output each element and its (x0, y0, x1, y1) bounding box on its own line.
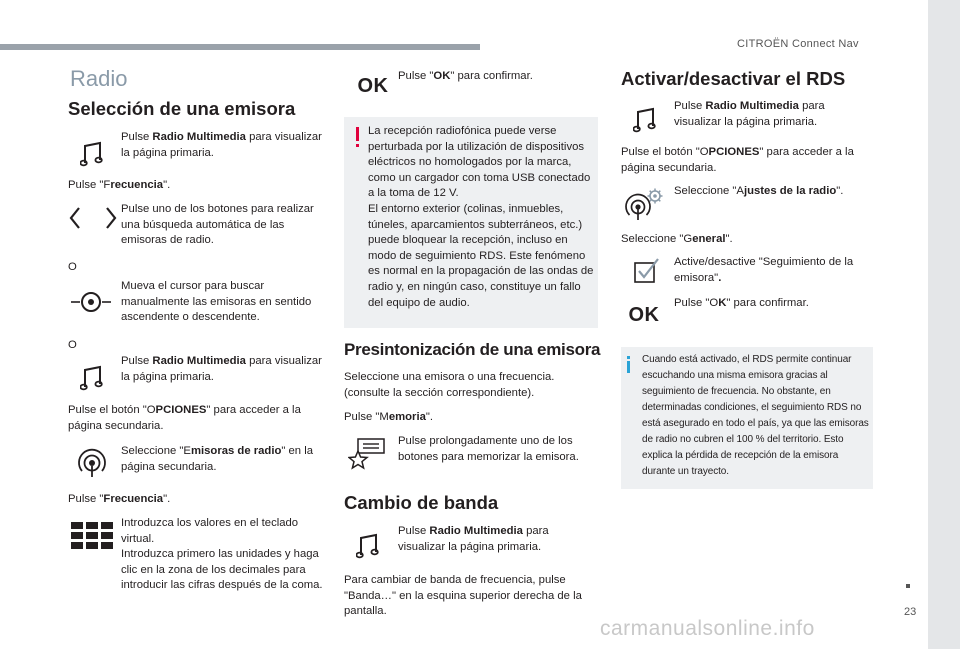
text-ajustes-radio: Seleccione "Ajustes de la radio". (674, 185, 844, 197)
ok-icon: OK (357, 74, 389, 97)
star-memory-icon (348, 437, 386, 471)
text-keyboard: Introduzca los valores en el teclado virtual. Introduzca primero las unidades y haga clic en la zona de los decimales para introducir las cifras después de la coma. (121, 517, 323, 592)
warning-box (344, 117, 598, 328)
watermark: carmanualsonline.info (600, 617, 815, 640)
music-note-icon (352, 530, 384, 562)
header-rule (0, 44, 480, 50)
radio-settings-icon (623, 187, 665, 221)
text-manual-search: Mueva el cursor para buscar manualmente las emisoras en sentido ascendente o descendente. (121, 280, 312, 324)
info-icon-dot (627, 356, 630, 359)
text-frecuencia-1: Pulse "Frecuencia". (68, 179, 171, 191)
text-opciones-1: Pulse el botón "OPCIONES" para acceder a la página secundaria. (68, 404, 301, 432)
music-note-icon (76, 138, 108, 170)
text-radio-multimedia-4: Pulse Radio Multimedia para visualizar la página primaria. (674, 100, 825, 128)
heading-preset: Presintonización de una emisora (344, 340, 601, 359)
text-ok-confirm-2: Pulse "OK" para confirmar. (674, 297, 809, 309)
radio-broadcast-icon (76, 447, 108, 479)
music-note-icon (76, 362, 108, 394)
text-radio-multimedia-2: Pulse Radio Multimedia para visualizar la página primaria. (121, 355, 322, 383)
text-general: Seleccione "General". (621, 233, 733, 245)
text-emisoras-de-radio: Seleccione "Emisoras de radio" en la página secundaria. (121, 445, 314, 473)
ok-icon: OK (628, 303, 660, 326)
text-ok-confirm-1: Pulse "OK" para confirmar. (398, 70, 533, 82)
text-frecuencia-2: Pulse "Frecuencia". (68, 493, 171, 505)
info-box (621, 347, 873, 489)
chevron-left-right-icon (68, 205, 118, 231)
warning-text: La recepción radiofónica puede verse perturbada por la utilización de dispositivos eléctricos no homologados por la marca, como un cargador con toma USB conectado a la toma de 12 V. El entorno exterior (colinas, inmuebles, túneles, aparcamientos subterráneos, etc.) puede bloquear la recepción, incluso en modo de seguimiento RDS. Este fenómeno es normal en la propagación de las ondas de radio y, en ningún caso, constituye un fallo del equipo de audio. (368, 125, 594, 309)
info-icon (627, 361, 630, 373)
end-of-section-mark (906, 584, 910, 588)
text-select-station: Seleccione una emisora o una frecuencia. (consulte la sección correspondiente). (344, 371, 555, 399)
text-or-2: O (68, 339, 77, 351)
header-title: CITROËN Connect Nav (737, 38, 859, 50)
page-number: 23 (904, 606, 917, 618)
text-band-instructions: Para cambiar de banda de frecuencia, pulse "Banda…" en la esquina superior derecha de la pantalla. (344, 574, 582, 618)
text-seguimiento: Active/desactive "Seguimiento de la emisora". (674, 256, 854, 284)
section-title: Radio (70, 66, 128, 91)
music-note-icon (629, 104, 661, 136)
keypad-icon (71, 521, 113, 551)
checkbox-icon (627, 256, 663, 286)
text-auto-search: Pulse uno de los botones para realizar una búsqueda automática de las emisoras de radio. (121, 203, 314, 247)
text-radio-multimedia-3: Pulse Radio Multimedia para visualizar la página primaria. (398, 525, 549, 553)
warning-icon-dot (356, 144, 359, 147)
text-opciones-2: Pulse el botón "OPCIONES" para acceder a la página secundaria. (621, 146, 854, 174)
warning-icon (356, 127, 359, 141)
tuning-cursor-icon (70, 288, 112, 316)
text-or-1: O (68, 261, 77, 273)
heading-rds: Activar/desactivar el RDS (621, 68, 846, 89)
text-memoria: Pulse "Memoria". (344, 411, 434, 423)
heading-band-change: Cambio de banda (344, 492, 499, 513)
text-long-press: Pulse prolongadamente uno de los botones para memorizar la emisora. (398, 435, 579, 463)
heading-station-selection: Selección de una emisora (68, 98, 296, 119)
text-radio-multimedia-1: Pulse Radio Multimedia para visualizar la página primaria. (121, 131, 322, 159)
page-side-band (928, 0, 960, 649)
info-text: Cuando está activado, el RDS permite continuar escuchando una misma emisora gracias al seguimiento de frecuencia. No obstante, en determinadas condiciones, el seguimiento RDS no está asegurado en todo el país, ya que las emisoras de radio no cubren el 100 % del territorio. Esto explica la pérdida de recepción de la emisora durante un trayecto. (642, 354, 869, 477)
